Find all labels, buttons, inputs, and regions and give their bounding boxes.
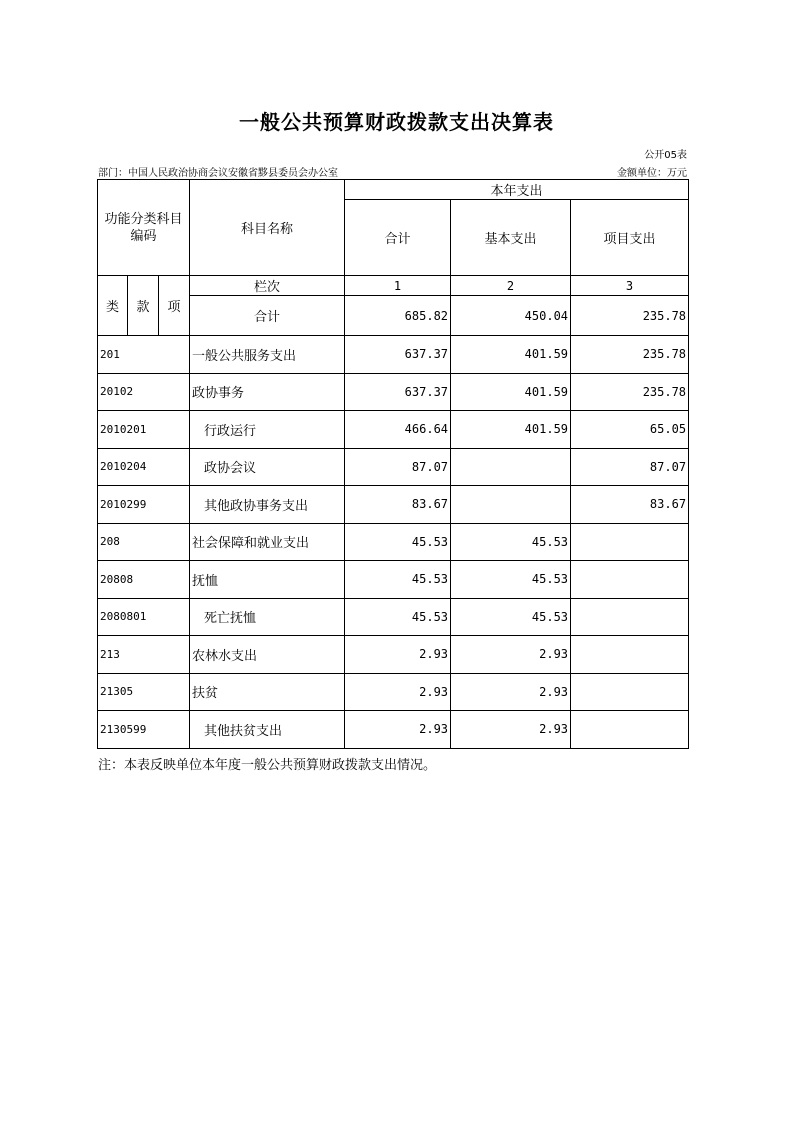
row-code: 208	[98, 523, 190, 561]
row-name: 死亡抚恤	[190, 598, 345, 636]
table-row	[98, 523, 689, 561]
table-row	[98, 486, 689, 524]
header-xiang: 项	[159, 276, 190, 336]
row-code: 201	[98, 336, 190, 374]
form-number: 公开05表	[644, 150, 687, 161]
header-basic: 基本支出	[451, 200, 571, 276]
row-total: 2.93	[345, 636, 451, 674]
header-col1: 1	[345, 276, 451, 296]
row-basic: 45.53	[451, 561, 571, 599]
table-row	[98, 711, 689, 749]
row-basic: 401.59	[451, 336, 571, 374]
row-project	[571, 711, 689, 749]
row-project	[571, 561, 689, 599]
header-lei: 类	[98, 276, 128, 336]
row-project: 83.67	[571, 486, 689, 524]
row-code: 21305	[98, 673, 190, 711]
table-row	[98, 448, 689, 486]
department-label: 部门：中国人民政治协商会议安徽省黟县委员会办公室	[98, 168, 338, 179]
row-code: 2130599	[98, 711, 190, 749]
row-total: 2.93	[345, 711, 451, 749]
table-note: 注：本表反映单位本年度一般公共预算财政拨款支出情况。	[98, 758, 437, 773]
header-this-year: 本年支出	[345, 180, 689, 200]
header-col2: 2	[451, 276, 571, 296]
row-basic: 401.59	[451, 373, 571, 411]
row-total: 87.07	[345, 448, 451, 486]
total-row-label: 合计	[190, 296, 345, 336]
table-row	[98, 561, 689, 599]
header-col3: 3	[571, 276, 689, 296]
table-row	[98, 373, 689, 411]
row-basic: 45.53	[451, 598, 571, 636]
row-basic: 2.93	[451, 711, 571, 749]
header-project: 项目支出	[571, 200, 689, 276]
row-name: 政协会议	[190, 448, 345, 486]
page-title: 一般公共预算财政拨款支出决算表	[239, 110, 554, 134]
row-name: 社会保障和就业支出	[190, 523, 345, 561]
header-kuan: 款	[128, 276, 159, 336]
row-code: 20808	[98, 561, 190, 599]
table-row	[98, 673, 689, 711]
row-code: 2080801	[98, 598, 190, 636]
row-code: 213	[98, 636, 190, 674]
row-basic: 45.53	[451, 523, 571, 561]
row-project: 87.07	[571, 448, 689, 486]
row-name: 其他政协事务支出	[190, 486, 345, 524]
header-item-name: 科目名称	[190, 180, 345, 276]
table-row	[98, 598, 689, 636]
row-total: 637.37	[345, 373, 451, 411]
row-total: 45.53	[345, 523, 451, 561]
table-row	[98, 336, 689, 374]
row-basic	[451, 486, 571, 524]
row-name: 农林水支出	[190, 636, 345, 674]
table-row	[98, 636, 689, 674]
row-project: 235.78	[571, 336, 689, 374]
total-row-project: 235.78	[571, 296, 689, 336]
row-total: 45.53	[345, 598, 451, 636]
row-project	[571, 598, 689, 636]
row-total: 637.37	[345, 336, 451, 374]
row-name: 一般公共服务支出	[190, 336, 345, 374]
table-row	[98, 411, 689, 449]
row-code: 2010204	[98, 448, 190, 486]
row-basic: 2.93	[451, 673, 571, 711]
row-code: 2010299	[98, 486, 190, 524]
header-func-code: 功能分类科目编码	[98, 180, 190, 276]
row-code: 2010201	[98, 411, 190, 449]
row-name: 扶贫	[190, 673, 345, 711]
row-name: 政协事务	[190, 373, 345, 411]
row-code: 20102	[98, 373, 190, 411]
total-row-total: 685.82	[345, 296, 451, 336]
row-name: 其他扶贫支出	[190, 711, 345, 749]
row-basic: 2.93	[451, 636, 571, 674]
row-basic	[451, 448, 571, 486]
row-total: 45.53	[345, 561, 451, 599]
row-project	[571, 673, 689, 711]
row-total: 83.67	[345, 486, 451, 524]
header-total: 合计	[345, 200, 451, 276]
row-project	[571, 523, 689, 561]
row-project: 65.05	[571, 411, 689, 449]
row-name: 抚恤	[190, 561, 345, 599]
expenditure-table	[97, 179, 689, 749]
row-basic: 401.59	[451, 411, 571, 449]
row-total: 2.93	[345, 673, 451, 711]
row-project	[571, 636, 689, 674]
row-total: 466.64	[345, 411, 451, 449]
row-project: 235.78	[571, 373, 689, 411]
unit-label: 金额单位：万元	[617, 168, 687, 179]
header-column-no: 栏次	[190, 276, 345, 296]
row-name: 行政运行	[190, 411, 345, 449]
total-row-basic: 450.04	[451, 296, 571, 336]
